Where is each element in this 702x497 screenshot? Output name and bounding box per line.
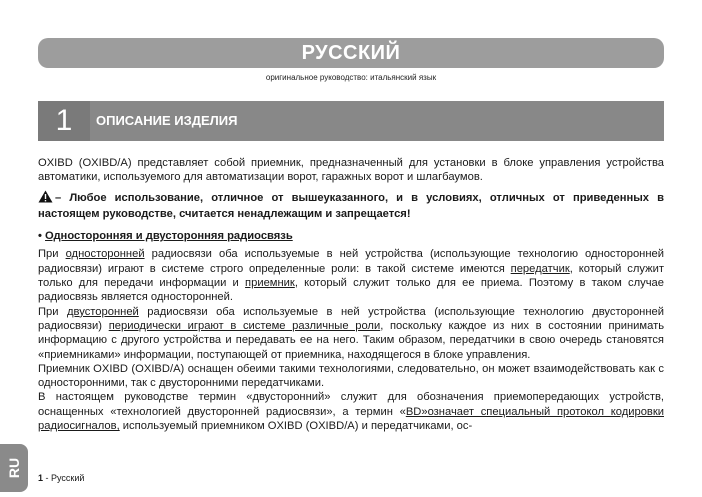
page-label: - Русский [43,473,85,483]
warning-text: – Любое использование, отличное от вышеуказанного, и в условиях, отличных от приведенных в настоящем руководстве, считается ненадлежащим и запрещается! [38,191,664,220]
warning-paragraph [38,190,664,222]
document-body [38,156,664,433]
page-number: 1 [38,473,44,483]
text-run: При [38,248,66,261]
text-run: используемый приемником OXIBD (OXIBD/A) и передатчиками, ос- [119,420,473,433]
page-footer [38,473,84,483]
underlined-term: BD»означает специальный протокол кодировки радиосигналов, [38,405,664,433]
underlined-term: двусторонней [67,305,139,318]
underlined-term: передатчик [510,262,570,275]
section-title: ОПИСАНИЕ ИЗДЕЛИЯ [96,113,238,128]
text-run: радиосвязи оба используемые в ней устройства (использующие технологию односторонней радиосвязи) играют в системе строго определенные роли: в такой системе имеются [38,248,665,275]
text-run: При [38,305,68,318]
original-manual-note: оригинальное руководство: итальянский язык [265,73,437,82]
language-banner [38,38,664,68]
bullet: • [38,230,42,243]
text-run: , который служит только для передачи информации и [38,262,664,290]
one-way-paragraph [38,247,664,304]
section-number-box [38,101,90,141]
language-title: РУССКИЙ [301,41,401,64]
underlined-term: периодически играют в системе различные роли [108,319,381,332]
subheading [38,229,664,243]
side-tab-label: RU [5,457,22,479]
text-run: В настоящем руководстве термин «двусторонний» служит для обозначения приемопередающих устройств, оснащенных «технологией двусторонней радиосвязи», а термин « [38,391,664,418]
text-run: радиосвязи оба используемые в ней устройства (использующие технологию двусторонней радиосвязи) [38,305,664,332]
receiver-paragraph: Приемник OXIBD (OXIBD/A) оснащен обеими такими технологиями, следовательно, он может взаимодействовать как с односторонними, так с двусторонними передатчиками. [38,362,664,390]
text-run: , поскольку каждое из них в состоянии принимать информацию с другого устройства и передавать ее на него. Таким образом, передатчики в свою очередь становятся «приемниками» информации, поступающей от приемника, находящегося в блоке управления. [38,319,665,361]
two-way-paragraph [38,305,664,362]
text-run: , который служит только для ее приема. Поэтому в таком случае радиосвязь является односторонней. [38,277,664,304]
section-header [38,101,664,141]
terminology-paragraph [38,390,664,433]
subheading-text: Односторонняя и двусторонняя радиосвязь [45,230,293,243]
underlined-term: односторонней [65,248,145,261]
intro-paragraph: OXIBD (OXIBD/A) представляет собой приемник, предназначенный для установки в блоке управления устройства автоматики, используемого для автоматизации ворот, гаражных ворот и шлагбаумов. [38,157,664,184]
underlined-term: приемник [245,277,295,290]
section-number: 1 [55,104,73,137]
warning-triangle-icon [38,190,53,207]
language-side-tab [0,444,28,492]
